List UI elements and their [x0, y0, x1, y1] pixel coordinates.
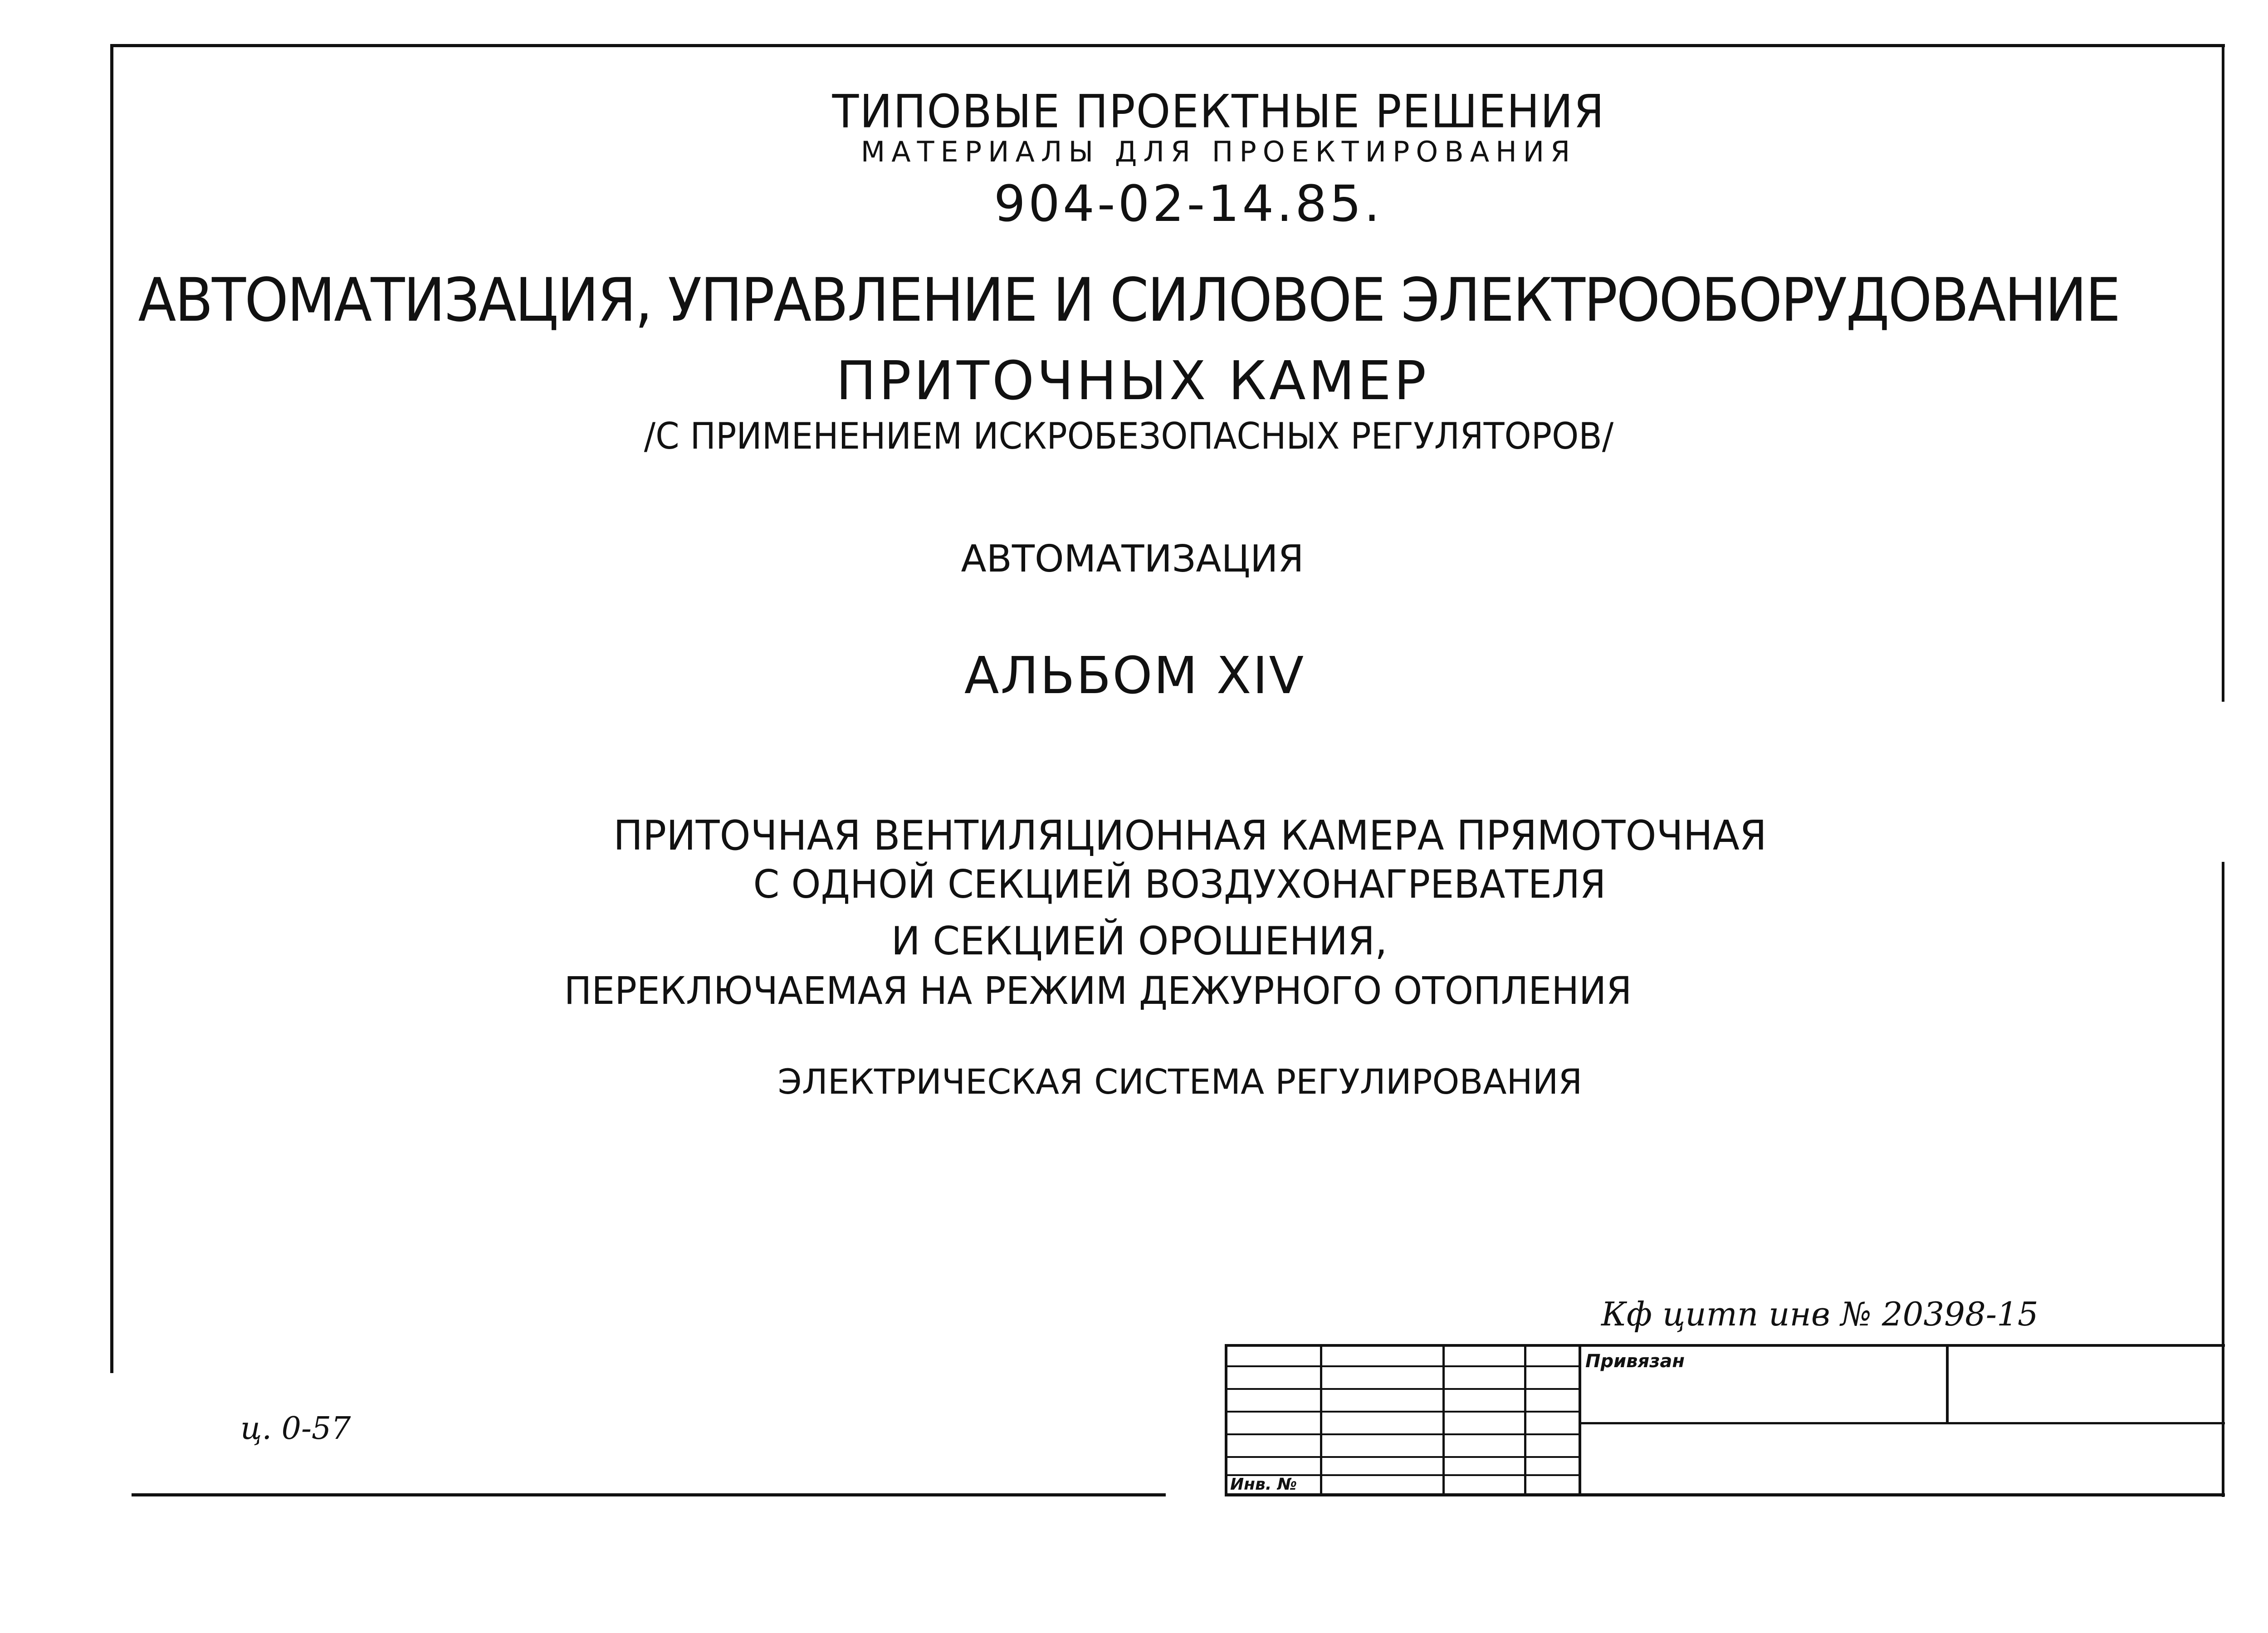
subsystem-heading: ЭЛЕКТРИЧЕСКАЯ СИСТЕМА РЕГУЛИРОВАНИЯ — [777, 1061, 1583, 1102]
series-heading: ТИПОВЫЕ ПРОЕКТНЫЕ РЕШЕНИЯ — [832, 85, 1605, 138]
main-title-line1: АВТОМАТИЗАЦИЯ, УПРАВЛЕНИЕ И СИЛОВОЕ ЭЛЕКТРООБОРУДОВАНИЕ — [138, 265, 2120, 335]
document-code: 904-02-14.85. — [993, 175, 1383, 233]
section-heading: АВТОМАТИЗАЦИЯ — [961, 538, 1304, 581]
frame-bottom-line — [132, 1493, 1166, 1496]
price-note: ц. 0-57 — [240, 1411, 351, 1447]
description-line2: С ОДНОЙ СЕКЦИЕЙ ВОЗДУХОНАГРЕВАТЕЛЯ — [753, 862, 1606, 907]
stamp-right-hline — [1579, 1422, 2225, 1424]
stamp-grid-hline-4 — [1225, 1433, 1580, 1435]
stamp-bound-label: Привязан — [1585, 1351, 1685, 1372]
stamp-right-vline — [1946, 1344, 1949, 1423]
stamp-inventory-label: Инв. № — [1230, 1475, 1297, 1494]
stamp-top-border — [1225, 1344, 2225, 1347]
stamp-grid-hline-3 — [1225, 1411, 1580, 1413]
frame-bottom-line-right — [1225, 1493, 2225, 1496]
materials-heading: МАТЕРИАЛЫ ДЛЯ ПРОЕКТИРОВАНИЯ — [860, 135, 1577, 168]
inventory-number-note: Кф цитп инв № 20398-15 — [1601, 1295, 2038, 1333]
description-line4: ПЕРЕКЛЮЧАЕМАЯ НА РЕЖИМ ДЕЖУРНОГО ОТОПЛЕНИЯ — [564, 968, 1632, 1013]
description-line3: И СЕКЦИЕЙ ОРОШЕНИЯ, — [891, 919, 1388, 964]
frame-top-line — [111, 44, 2225, 47]
stamp-grid-hline-5 — [1225, 1456, 1580, 1458]
title-note: /С ПРИМЕНЕНИЕМ ИСКРОБЕЗОПАСНЫХ РЕГУЛЯТОРОВ/ — [644, 415, 1614, 457]
main-title-line2: ПРИТОЧНЫХ КАМЕР — [836, 349, 1429, 412]
description-line1: ПРИТОЧНАЯ ВЕНТИЛЯЦИОННАЯ КАМЕРА ПРЯМОТОЧНАЯ — [613, 812, 1767, 860]
stamp-grid-hline-2 — [1225, 1388, 1580, 1390]
album-number: АЛЬБОМ XIV — [964, 646, 1305, 705]
frame-left-line — [110, 44, 113, 1373]
stamp-grid-hline-1 — [1225, 1365, 1580, 1367]
